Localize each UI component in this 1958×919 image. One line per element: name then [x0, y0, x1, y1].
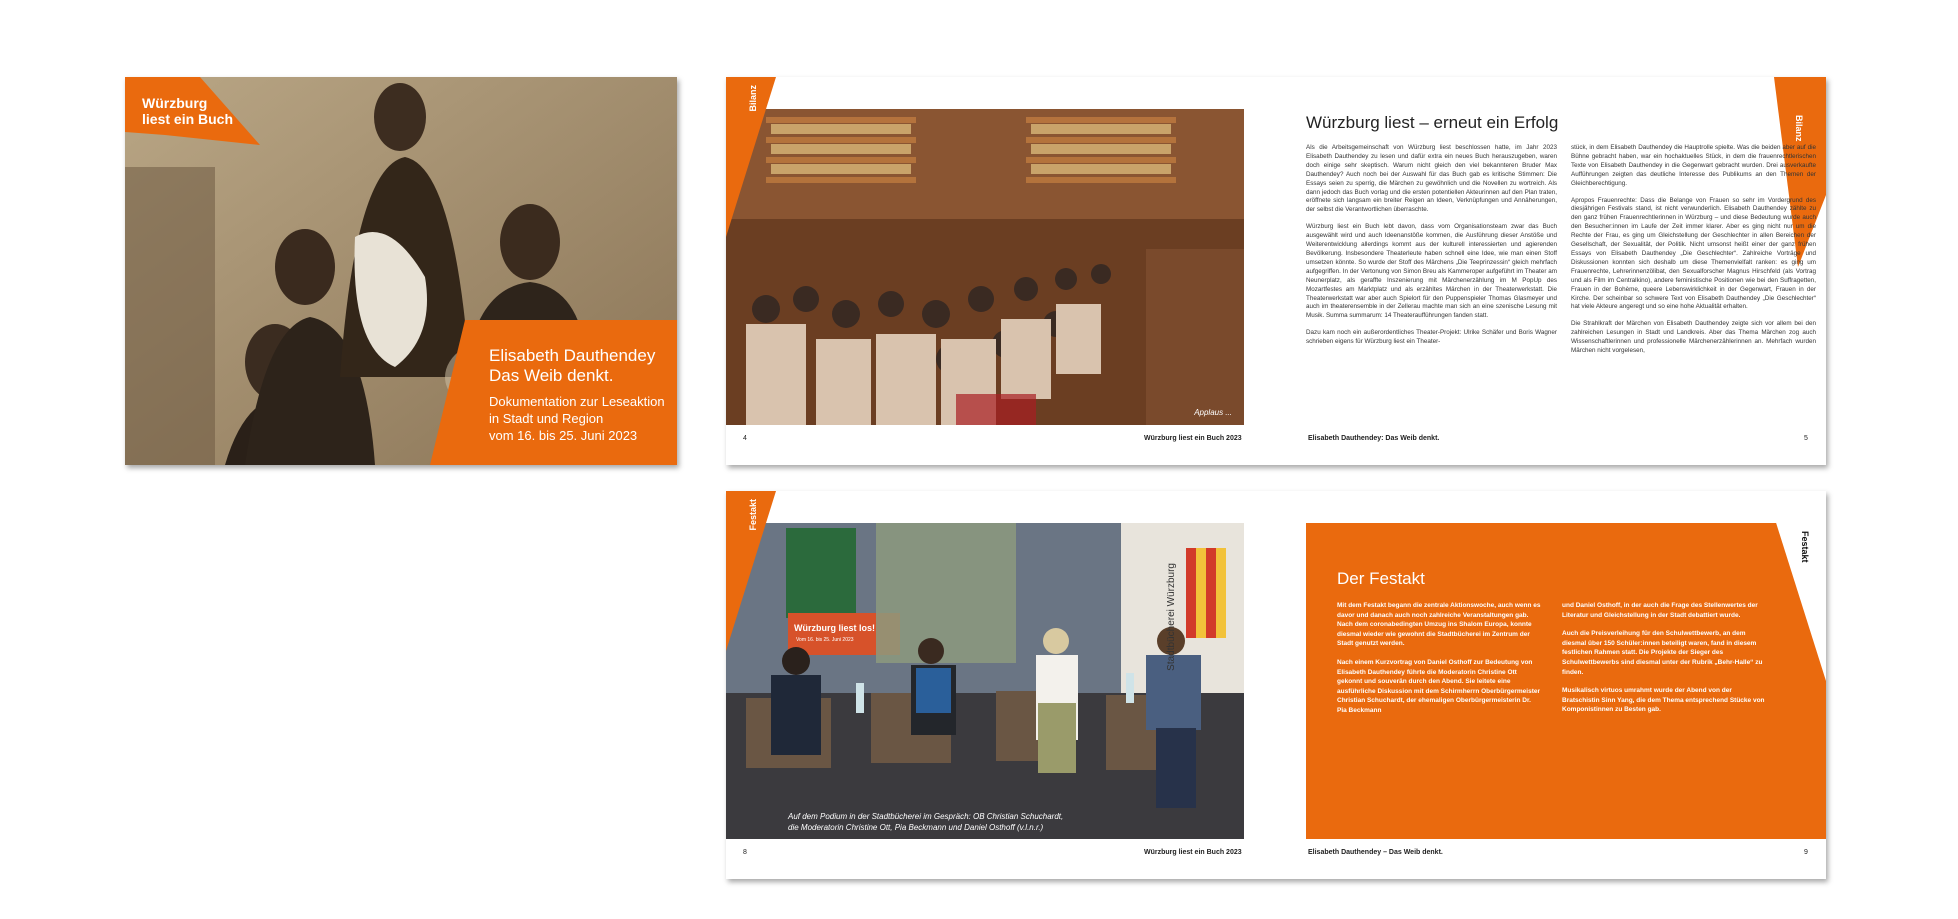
running-head-left: Würzburg liest ein Buch 2023: [1144, 849, 1242, 856]
article-column-1: [1306, 144, 1557, 355]
cover-box-slant: [430, 320, 470, 465]
festakt-title: Der Festakt: [1337, 569, 1425, 588]
tab-right-shape: [1766, 491, 1826, 681]
tab-left-label: Festakt: [748, 499, 758, 531]
podium-photo-caption: [788, 811, 1063, 833]
library-photo-illustration: [726, 109, 1244, 425]
page-number-right: 5: [1804, 435, 1808, 442]
tab-left-shape: [726, 491, 796, 651]
podium-photo: [726, 523, 1244, 839]
wall-sign: Stadtbücherei Würzburg: [1166, 563, 1177, 671]
library-photo: [726, 109, 1244, 425]
page-number-right: 9: [1804, 849, 1808, 856]
page-number-left: 4: [743, 435, 747, 442]
paragraph: stück, in dem Elisabeth Dauthendey die Hauptrolle spielte. Was die beiden aber auf die Bühne gebracht haben, war ein hochaktuelles Stück, in dem die frauenrechtlerischen Texte von Elisabeth Dauthendey in die Gegenwart gebracht wurden. Drei ausverkaufte Aufführungen zeigten das deutliche Interesse des Publikums an den Themen der Gleichberechtigung.: [1571, 144, 1816, 187]
paragraph: und Daniel Osthoff, in der auch die Frage des Stellenwertes der Literatur und Gleichstellung in der Stadt debattiert wurde.: [1562, 602, 1758, 619]
caption-line-1: Auf dem Podium in der Stadtbücherei im Gespräch: OB Christian Schuchardt,: [788, 812, 1064, 821]
library-photo-caption: Applaus ...: [1194, 408, 1232, 417]
tab-right-label: Bilanz: [1794, 115, 1804, 142]
paragraph: Mit dem Festakt begann die zentrale Aktionswoche, auch wenn es davor und danach auch noch zahlreiche Veranstaltungen gab. Nach dem coronabedingten Umzug ins Shalom Europa, konnte diesmal wieder wie gewohnt die Stadtbücherei im Zentrum der Stadt genutzt werden.: [1337, 602, 1541, 648]
running-head-right: Elisabeth Dauthendey – Das Weib denkt.: [1308, 849, 1443, 856]
paragraph: Nach einem Kurzvortrag von Daniel Osthoff zur Bedeutung von Elisabeth Dauthendey führte die Moderatorin Christine Ott gekonnt und souverän durch den Abend. Sie leitete eine ausführliche Diskussion mit dem Schirmherrn Oberbürgermeister Christian Schuchardt, der ehemaligen Oberbürgermeisterin Dr. Pia Beckmann: [1337, 658, 1541, 714]
paragraph: Würzburg liest ein Buch lebt davon, dass vom Organisationsteam zwar das Buch ausgewählt wird und auch Ideenanstöße kommen, die Ausführung dieser Anstöße und Weiterentwicklung allerdings kommt aus der kulturell interessierten und agierenden Bevölkerung. Insbesondere Theaterleute haben schnell eine Idee, wie man einen Stoff umsetzen könnte. So wurde der Stoff des Märchens „Die Teeprinzessin“ gleich mehrfach aufgegriffen. In der Vertonung von Simon Breu als Kammeroper aufgeführt im Theater am Neunerplatz, als geraffte Inszenierung mit Märchenerzählung im M PopUp des Mozartfestes am Marktplatz und als erzähltes Märchen in der Theaterwerkstatt. Die Theaterwerkstatt war aber auch Spielort für den Puppenspieler Thomas Glasmeyer und auch im theaterensemble in der Zellerau machte man sich an eine szenische Lesung mit Musik. Summa summarum: 14 Theateraufführungen fanden statt.: [1306, 223, 1557, 320]
paragraph: Die Strahlkraft der Märchen von Elisabeth Dauthendey zeigte sich vor allem bei den zahlreichen Lesungen in Stadt und Landkreis. Aber das Thema Märchen zog auch Wissenschaftlerinnen und professionelle Märchenerzählerinnen an. Mehrfach wurden Märchen nicht vorgelesen,: [1571, 320, 1816, 355]
running-head-left: Würzburg liest ein Buch 2023: [1144, 435, 1242, 442]
paragraph: Auch die Preisverleihung für den Schulwettbewerb, an dem diesmal über 150 Schüler:innen beteiligt waren, fand in diesem festlichen Rahmen statt. Die Projekte der Sieger des Schulwettbewerbs sind diesmal unter der Rubrik „Behr-Halle“ zu finden.: [1562, 630, 1763, 676]
cover-title: Elisabeth Dauthendey Das Weib denkt.: [489, 346, 656, 385]
page-number-left: 8: [743, 849, 747, 856]
cover-subtitle: Dokumentation zur Leseaktion in Stadt und Region vom 16. bis 25. Juni 2023: [489, 394, 665, 443]
festakt-column-2: [1562, 601, 1767, 724]
paragraph: Dazu kam noch ein außerordentliches Theater-Projekt: Ulrike Schäfer und Boris Wagner schrieben eigens für Würzburg liest ein Theater-: [1306, 329, 1557, 346]
cover-series-title: Würzburg liest ein Buch: [142, 95, 234, 127]
running-head-right: Elisabeth Dauthendey: Das Weib denkt.: [1308, 435, 1440, 442]
cover-page: [125, 77, 677, 465]
banner-text: Würzburg liest los!: [794, 623, 875, 633]
spread-festakt: [726, 491, 1826, 879]
paragraph: Musikalisch virtuos umrahmt wurde der Abend von der Bratschistin Sinn Yang, die dem Thema entsprechend Stücke von Komponistinnen zu Besten gab.: [1562, 687, 1765, 714]
tab-left-label: Bilanz: [748, 85, 758, 112]
festakt-column-1: [1337, 601, 1542, 725]
article-column-2: [1571, 144, 1816, 364]
paragraph: Apropos Frauenrechte: Dass die Belange von Frauen so sehr im Vordergrund des diesjährigen Festivals stand, ist nicht verwunderlich. Elisabeth Dauthendey zählte zu den ganz frühen Frauenrechtlerinnen in Würzburg – und diese Bedeutung wurde auch den Besucher:innen im Laufe der Zeit immer klarer. Aber es ging nicht nur um die Rechte der Frau, es ging um Gleichstellung der Geschlechter in allen Bereichen der Gesellschaft, der Sexualität, der Politik. Nicht umsonst heißt einer der ganz frühen Essays von Elisabeth Dauthendey „Die Geschlechter“. Zahlreiche Vorträge und Diskussionen konnten sich deshalb um diese Themenvielfalt ranken: es ging um Frauenrechte, Lehrerinnenzölibat, den Sexualforscher Magnus Hirschfeld (als Vortrag und als Film im Centralkino), andere feministische Positionen wie bei den Suffragetten, Frauen in der Bohème, queere Lebenswirklichkeit in der Gegenwart, Frauen in der Kirche. Der scheinbar so schwere Text von Elisabeth Dauthendey „Die Geschlechter“ hat viele Akteure angeregt und so eine hohe Aktualität erhalten.: [1571, 196, 1816, 311]
article-title: Würzburg liest – erneut ein Erfolg: [1306, 113, 1559, 132]
spread-bilanz: [726, 77, 1826, 465]
tab-right-label: Festakt: [1800, 531, 1810, 563]
banner-subtext: Vom 16. bis 25. Juni 2023: [796, 637, 854, 643]
tab-left-shape: [726, 77, 796, 237]
paragraph: Als die Arbeitsgemeinschaft von Würzburg liest beschlossen hatte, im Jahr 2023 Elisabeth Dauthendey zu lesen und dafür extra ein neues Buch herauszugeben, waren doch einige sehr skeptisch. Warum nicht gleich den viel bekannteren Bruder Max Dauthendey? Auch noch bei der Auswahl für das Buch gab es kritische Stimmen: Die Essays seien zu sperrig, die Märchen zu gewöhnlich und die Novellen zu wortreich. Als dann jedoch das Buch vorlag und die ersten potentiellen Akteurinnen auf den Plan traten, eröffnete sich langsam ein breiter Reigen an Ideen, Verknüpfungen und Annäherungen, der selbst die Verantwortlichen überraschte.: [1306, 144, 1557, 214]
caption-line-2: die Moderatorin Christine Ott, Pia Beckmann und Daniel Osthoff (v.l.n.r.): [788, 823, 1044, 832]
